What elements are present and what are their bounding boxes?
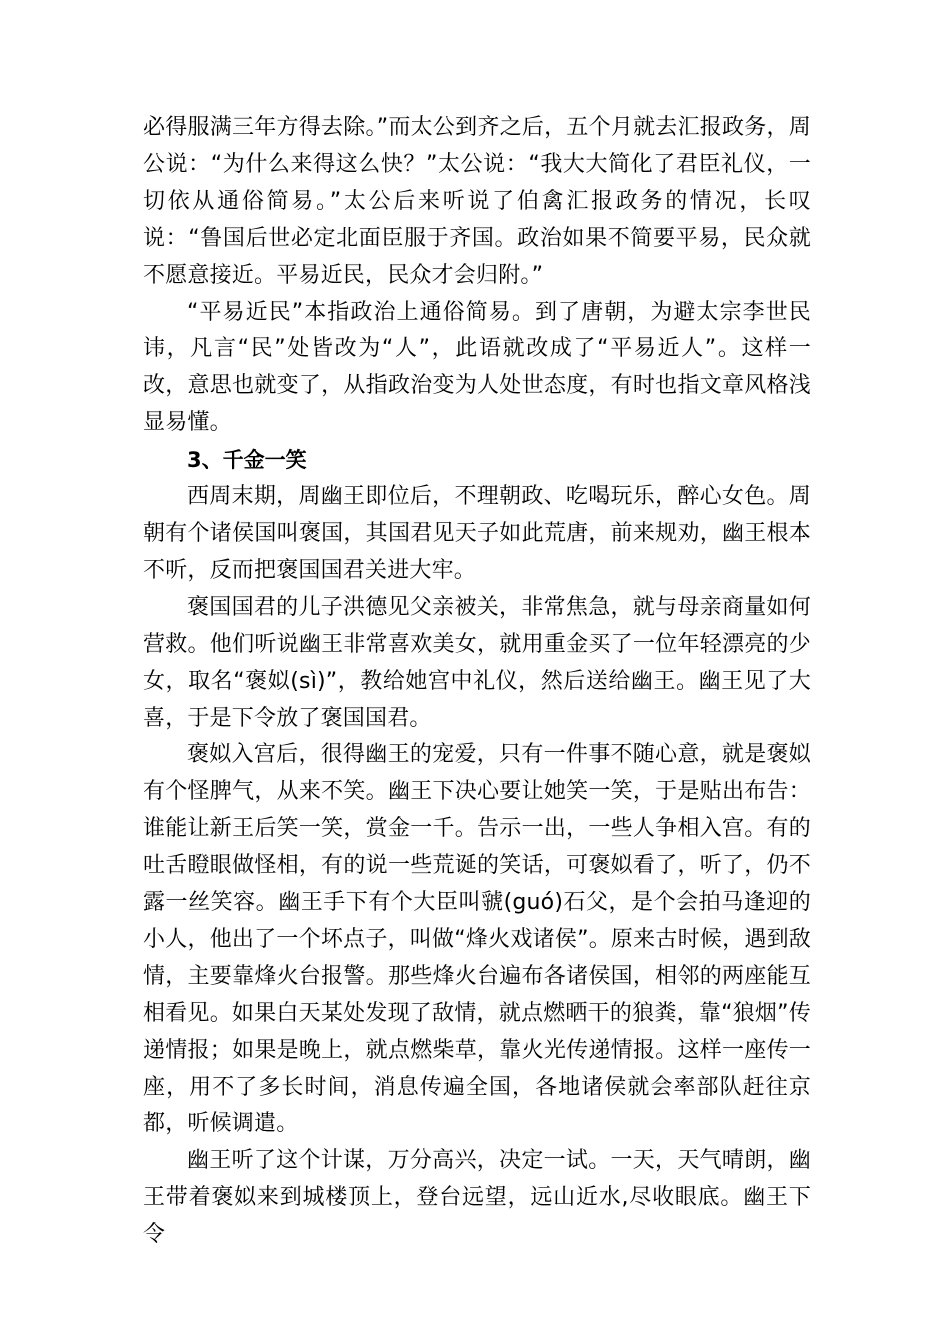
document-page bbox=[143, 110, 811, 1254]
paragraph-6: 幽王听了这个计谋，万分高兴，决定一试。一天，天气晴朗，幽王带着褒姒来到城楼顶上，登台远望，远山近水,尽收眼底。幽王下令 bbox=[143, 1148, 811, 1248]
paragraph-4: 褒国国君的儿子洪德见父亲被关，非常焦急，就与母亲商量如何营救。他们听说幽王非常喜欢美女，就用重金买了一位年轻漂亮的少女，取名“褒姒(sì)”，教给她宫中礼仪，然后送给幽王。幽王见了大喜，于是下令放了褒国国君。 bbox=[143, 594, 811, 731]
paragraph-5: 褒姒入宫后，很得幽王的宠爱，只有一件事不随心意，就是褒姒有个怪脾气，从来不笑。幽王下决心要让她笑一笑，于是贴出布告：谁能让新王后笑一笑，赏金一千。告示一出，一些人争相入宫。有的吐舌瞪眼做怪相，有的说一些荒诞的笑话，可褒姒看了，听了，仍不露一丝笑容。幽王手下有个大臣叫虢(guó)石父，是个会拍马逢迎的小人，他出了一个坏点子，叫做“烽火戏诸侯”。原来古时候，遇到敌情，主要靠烽火台报警。那些烽火台遍布各诸侯国，相邻的两座能互相看见。如果白天某处发现了敌情，就点燃晒干的狼粪，靠“狼烟”传递情报；如果是晚上，就点燃柴草，靠火光传递情报。这样一座传一座，用不了多长时间，消息传遍全国，各地诸侯就会率部队赶往京都，听候调遣。 bbox=[143, 742, 811, 1137]
paragraph-3: 西周末期，周幽王即位后，不理朝政、吃喝玩乐，醉心女色。周朝有个诸侯国叫褒国，其国君见天子如此荒唐，前来规劝，幽王根本不听，反而把褒国国君关进大牢。 bbox=[143, 484, 811, 583]
section-heading: 3、千金一笑 bbox=[187, 448, 307, 473]
paragraph-1: 必得服满三年方得去除。”而太公到齐之后，五个月就去汇报政务，周公说：“为什么来得这么快？”太公说：“我大大简化了君臣礼仪，一切依从通俗简易。”太公后来听说了伯禽汇报政务的情况，长叹说：“鲁国后世必定北面臣服于齐国。政治如果不简要平易，民众就不愿意接近。平易近民，民众才会归附。” bbox=[143, 115, 811, 288]
paragraph-2: “平易近民”本指政治上通俗简易。到了唐朝，为避太宗李世民讳，凡言“民”处皆改为“人”，此语就改成了“平易近人”。这样一改，意思也就变了，从指政治变为人处世态度，有时也指文章风格浅显易懂。 bbox=[143, 299, 811, 436]
